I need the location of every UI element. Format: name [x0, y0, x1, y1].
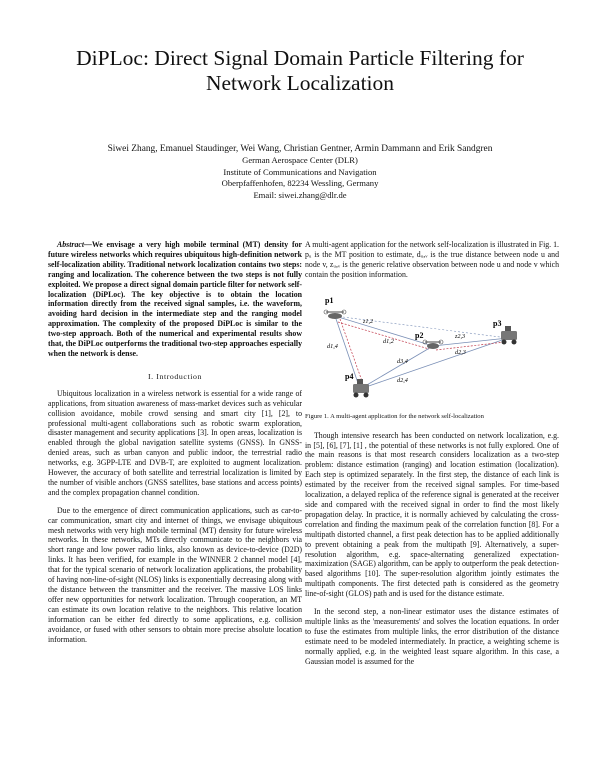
- label-p3: p3: [493, 318, 502, 328]
- label-d23: d2,3: [455, 348, 466, 356]
- label-p2: p2: [415, 330, 424, 340]
- affiliation-email: Email: siwei.zhang@dlr.de: [253, 189, 347, 200]
- affiliation-org: German Aerospace Center (DLR): [242, 155, 358, 165]
- right-column: [305, 240, 559, 674]
- paper-title: DiPLoc: Direct Signal Domain Particle Filtering for Network Localization: [76, 46, 524, 95]
- intro-paragraph-1: Ubiquitous localization in a wireless network is essential for a wide range of applications, from situation awareness of mass-market devices such as vehicular collision avoidance, mobile crowd sensing and smart city [1], [2], to professional multi-agent collaborations such as robotic swarm exploration, disaster management and security applications [3]. In open areas, localization is enabled through the global navigation satellite systems (GNSS). In GNSS-denied areas, such as urban canyon and public indoor, the terrestrial radio networks, e.g. 3GPP-LTE and DVB-T, are exploited to augment localization. However, the accuracy of both satellite and terrestrial localization is limited by the number of visible anchors (GNSS satellites, base stations and access points) and the complex propagation channel condition.: [48, 388, 302, 497]
- left-column: [48, 240, 302, 652]
- label-d34: d3,4: [397, 357, 408, 365]
- section-heading-introduction: I. Introduction: [147, 371, 203, 381]
- abstract: [48, 240, 302, 359]
- author-list: Siwei Zhang, Emanuel Staudinger, Wei Wang, Christian Gentner, Armin Dammann and Erik Sandgren: [107, 144, 493, 154]
- right-paragraph-related-work: Though intensive research has been conducted on network localization, e.g. in [5], [6], [7], [1] , the potential of these networks is not fully explored. One of the main reasons is that most research considers localization as a two-step problem: distance estimation (ranging) and location estimation (localization). Each step is optimized separately. In the first step, the distance of each link is estimated by the receiver from the received signal samples. For time-based localization, a delayed replica of the reference signal is generated at the receiver side and compared with the received signal in order to find the most likely propagation delay. In practice, it is normally achieved by calculating the cross-correlation and finding the maximum peak of the correlation function [8]. For a multipath distorted channel, a first peak detection has to be applied additionally to prevent obtaining a peak from the multipath [9]. Alternatively, a super-resolution algorithm, e.g. space-alternating generalized expectation-maximization (SAGE) algorithm, can be apply to outperform the peak detection-based algorithms [10]. The super-resolution algorithm jointly estimates the multipath components. The first detected path is considered as the geometry line-of-sight (GLOS) path and is used for the distance estimate.: [305, 430, 559, 599]
- right-paragraph-second-step: In the second step, a non-linear estimator uses the distance estimates of multiple links as the 'measurements' and solves the location equations. In order to fuse the estimates from multiple links, the error distribution of the distance estimate need to be modeled intermediately. In practice, a weighting scheme is normally applied, e.g. in the weighted least square algorithm. In this case, a Gaussian model is assumed for the: [305, 607, 559, 666]
- label-d24: d2,4: [397, 376, 408, 384]
- obs-link-z23: [436, 342, 505, 350]
- label-z12: z1,2: [363, 317, 374, 325]
- drone-p2-icon: [423, 340, 443, 349]
- label-p1: p1: [325, 295, 334, 305]
- abstract-lead: Abstract: [57, 240, 85, 249]
- figure-1: [305, 286, 559, 406]
- intro-paragraph-2: Due to the emergence of direct communication applications, such as car-to-car communication, smart city and internet of things, we envisage ubiquitous mesh networks with very high mobile terminal (MT) density for future wireless networks. In these networks, MTs directly communicate to the neighbors via short range and low power radio links, also known as device-to-device (D2D) links. It has been verified, for example in the WINNER 2 channel model [4], that for the typical scenario of network localization applications, the probability of having non-line-of-sight (NLOS) links is exponentially decreasing along with the distance between the transmitter and the receiver. The massive LOS links offer new opportunities for network localization. Through cooperation, an MT can estimate its own location relative to the neighbors. This relative location information can be either fed directly to some applications, e.g. collision avoidance, or fused with other sensors to obtain more precise absolute location information.: [48, 505, 302, 644]
- figure-1-caption: Figure 1. A multi-agent application for the network self-localization: [305, 412, 484, 420]
- rover-p3-icon: [501, 326, 517, 345]
- label-d12: d1,2: [383, 337, 394, 345]
- affiliation-address: Oberpfaffenhofen, 82234 Wessling, Germany: [221, 178, 379, 188]
- figure-1-diagram: [305, 286, 559, 406]
- drone-p1-icon: [324, 310, 346, 319]
- label-z23: z2,3: [455, 332, 466, 340]
- affiliation-institute: Institute of Communications and Navigation: [223, 166, 377, 177]
- rover-p4-icon: [353, 379, 369, 398]
- affiliation-block: [100, 155, 500, 201]
- abstract-text: —We envisage a very high mobile terminal (MT) density for future wireless networks which requires ubiquitous high-definition network self-localization ability. Traditional network localization contains two steps: ranging and localization. The coherence between the two steps is not fully exploited. We propose a direct signal domain particle filter for network self-localization (DiPLoc). The key objective is to obtain the location information directly from the received signal samples, i.e. the waveform, avoiding hard decision in the intermediate step and the ranging model approximation. The complexity of the proposed DiPLoc is similar to the two-step approach. Both of the numerical and experimental results show that, the DiPLoc outperforms the traditional two-step approaches especially when the network is dense.: [48, 240, 302, 358]
- label-p4: p4: [345, 371, 354, 381]
- label-d14: d1,4: [327, 342, 338, 350]
- figure-intro-paragraph: A multi-agent application for the network self-localization is illustrated in Fig. 1. pᵤ is the MT position to estimate, dᵤ,ᵥ is the true distance between node u and node v, zᵤ,ᵥ is the generic relative observation between node u and node v which contain the position information.: [305, 240, 559, 279]
